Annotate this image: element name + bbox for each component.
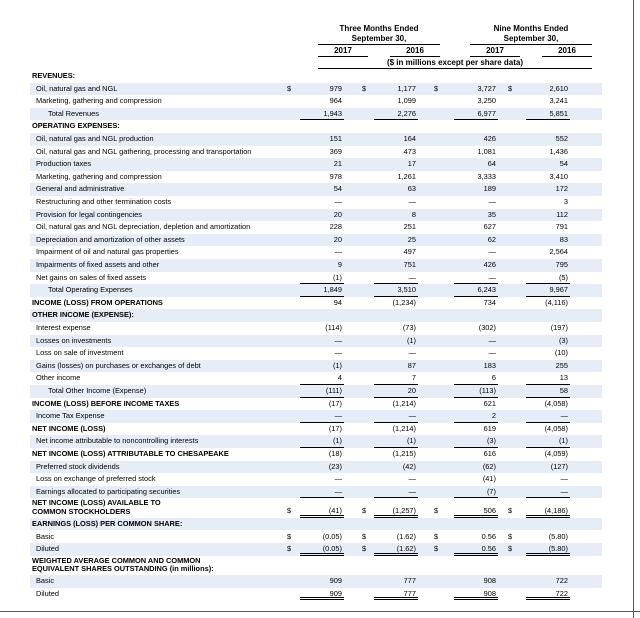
row-label: Diluted bbox=[36, 544, 60, 554]
value-cell: (1) bbox=[332, 272, 342, 282]
double-underline bbox=[300, 597, 344, 600]
value-cell: (1) bbox=[406, 335, 416, 345]
row-label: Other income bbox=[36, 373, 81, 383]
value-cell: 979 bbox=[329, 83, 342, 93]
row-label: Total Operating Expenses bbox=[48, 285, 133, 295]
value-cell: — bbox=[488, 197, 496, 206]
value-cell: 722 bbox=[555, 588, 568, 598]
row-label: NET INCOME (LOSS) bbox=[32, 423, 106, 433]
row-label: Impairment of oil and natural gas properties bbox=[36, 247, 179, 257]
table-row bbox=[30, 171, 602, 184]
value-cell: — bbox=[334, 197, 342, 206]
row-label: INCOME (LOSS) FROM OPERATIONS bbox=[32, 297, 163, 307]
value-cell: 9,967 bbox=[549, 285, 568, 295]
table-row bbox=[30, 372, 602, 385]
table-row bbox=[30, 309, 602, 322]
value-cell: (7) bbox=[486, 486, 496, 496]
value-cell: 87 bbox=[407, 360, 416, 370]
value-cell: (1) bbox=[558, 436, 568, 446]
dollar-sign: $ bbox=[434, 544, 439, 554]
table-row bbox=[30, 234, 602, 247]
value-cell: — bbox=[334, 335, 342, 345]
value-cell: 0.56 bbox=[481, 531, 496, 541]
row-label: Losses on investments bbox=[36, 335, 112, 345]
value-cell: 908 bbox=[483, 576, 496, 586]
value-cell: 17 bbox=[407, 159, 416, 169]
years-rule-3 bbox=[470, 56, 520, 57]
value-cell: — bbox=[560, 474, 568, 484]
dollar-sign: $ bbox=[434, 531, 439, 541]
row-label: Production taxes bbox=[36, 159, 92, 169]
nine-months-header: Nine Months Ended September 30, bbox=[493, 24, 569, 43]
value-cell: (302) bbox=[478, 323, 496, 332]
value-cell: — bbox=[488, 335, 496, 345]
row-label: Depreciation and amortization of other assets bbox=[36, 234, 185, 244]
value-cell: 189 bbox=[483, 184, 496, 194]
value-cell: (5.80) bbox=[548, 531, 568, 541]
table-row bbox=[30, 209, 602, 222]
value-cell: 6,243 bbox=[477, 285, 496, 295]
value-cell: — bbox=[408, 411, 416, 421]
table-row bbox=[30, 221, 602, 234]
value-cell: 1,177 bbox=[397, 83, 416, 93]
value-cell: — bbox=[488, 348, 496, 358]
dollar-sign: $ bbox=[434, 506, 439, 516]
table-row bbox=[30, 385, 602, 398]
row-label: General and administrative bbox=[36, 184, 125, 194]
value-cell: 2 bbox=[491, 411, 496, 421]
value-cell: (197) bbox=[550, 323, 568, 332]
value-cell: — bbox=[408, 272, 416, 282]
value-cell: — bbox=[334, 247, 342, 257]
dollar-sign: $ bbox=[434, 83, 439, 93]
value-cell: 627 bbox=[483, 222, 496, 232]
double-underline bbox=[454, 597, 498, 600]
value-cell: 6 bbox=[491, 373, 496, 383]
value-cell: 183 bbox=[483, 360, 496, 370]
table-row bbox=[30, 133, 602, 146]
value-cell: (0.05) bbox=[322, 531, 342, 541]
row-label: Oil, natural gas and NGL bbox=[36, 83, 118, 93]
value-cell: (5) bbox=[558, 272, 568, 282]
row-label: Loss on exchange of preferred stock bbox=[36, 474, 156, 484]
three-months-header: Three Months Ended September 30, bbox=[339, 24, 419, 43]
row-label: Oil, natural gas and NGL production bbox=[36, 134, 154, 143]
years-rule-1 bbox=[318, 56, 368, 57]
value-cell: (73) bbox=[402, 323, 416, 332]
value-cell: 3 bbox=[563, 197, 568, 206]
row-label: OTHER INCOME (EXPENSE): bbox=[32, 310, 134, 320]
table-row bbox=[30, 448, 602, 461]
row-label: Restructuring and other termination costs bbox=[36, 197, 172, 206]
value-cell: 964 bbox=[329, 96, 342, 106]
row-label: REVENUES: bbox=[32, 71, 76, 80]
row-label: Preferred stock dividends bbox=[36, 461, 120, 471]
table-row bbox=[30, 83, 602, 96]
table-row bbox=[30, 322, 602, 335]
row-label: NET INCOME (LOSS) ATTRIBUTABLE TO CHESAPEAKE bbox=[32, 449, 229, 458]
row-label: Basic bbox=[36, 531, 55, 541]
value-cell: 8 bbox=[411, 209, 416, 219]
value-cell: 172 bbox=[555, 184, 568, 194]
value-cell: 13 bbox=[559, 373, 568, 383]
value-cell: 3,241 bbox=[549, 96, 568, 106]
value-cell: 552 bbox=[555, 134, 568, 143]
double-underline bbox=[526, 597, 570, 600]
value-cell: 251 bbox=[403, 222, 416, 232]
value-cell: 3,510 bbox=[397, 285, 416, 295]
value-cell: — bbox=[560, 411, 568, 421]
row-label: Earnings allocated to participating securities bbox=[36, 486, 181, 496]
value-cell: (17) bbox=[328, 398, 342, 408]
value-cell: (62) bbox=[482, 461, 496, 471]
table-row bbox=[30, 297, 602, 310]
dollar-sign: $ bbox=[287, 531, 292, 541]
value-cell: (3) bbox=[486, 436, 496, 446]
value-cell: (113) bbox=[479, 386, 496, 395]
value-cell: (0.05) bbox=[322, 544, 342, 554]
value-cell: (10) bbox=[554, 348, 568, 358]
value-cell: (17) bbox=[328, 423, 342, 433]
row-label: WEIGHTED AVERAGE COMMON AND COMMON EQUIVALENT SHARES OUTSTANDING (in millions): bbox=[32, 555, 214, 574]
value-cell: (23) bbox=[328, 461, 342, 471]
table-row bbox=[30, 146, 602, 159]
value-cell: — bbox=[408, 474, 416, 484]
value-cell: 255 bbox=[555, 360, 568, 370]
value-cell: 1,081 bbox=[477, 146, 496, 156]
value-cell: 58 bbox=[559, 386, 568, 395]
table-row bbox=[30, 259, 602, 272]
table-row bbox=[30, 575, 602, 588]
value-cell: 473 bbox=[403, 146, 416, 156]
dollar-sign: $ bbox=[508, 83, 513, 93]
value-cell: (1,257) bbox=[392, 506, 416, 516]
table-row bbox=[30, 410, 602, 423]
value-cell: 2,564 bbox=[549, 247, 568, 257]
table-row bbox=[30, 398, 602, 411]
value-cell: — bbox=[334, 348, 342, 358]
value-cell: (1,234) bbox=[392, 297, 416, 307]
value-cell: (1,214) bbox=[392, 423, 416, 433]
value-cell: (5.80) bbox=[548, 544, 568, 554]
row-label: Gains (losses) on purchases or exchanges of debt bbox=[36, 360, 201, 370]
value-cell: 426 bbox=[483, 134, 496, 143]
col-header-2016-q: 2016 bbox=[406, 46, 424, 55]
value-cell: 2,276 bbox=[397, 108, 416, 118]
value-cell: (1,214) bbox=[392, 398, 416, 408]
value-cell: 9 bbox=[337, 260, 342, 269]
value-cell: 751 bbox=[403, 260, 416, 269]
value-cell: 64 bbox=[487, 159, 496, 169]
value-cell: 909 bbox=[329, 576, 342, 586]
value-cell: 54 bbox=[333, 184, 342, 194]
value-cell: 777 bbox=[403, 576, 416, 586]
row-label: INCOME (LOSS) BEFORE INCOME TAXES bbox=[32, 398, 180, 408]
value-cell: 4 bbox=[337, 373, 342, 383]
value-cell: 795 bbox=[555, 260, 568, 269]
value-cell: (41) bbox=[482, 474, 496, 484]
value-cell: — bbox=[488, 272, 496, 282]
row-label: Diluted bbox=[36, 588, 60, 598]
value-cell: (42) bbox=[402, 461, 416, 471]
table-row bbox=[30, 272, 602, 285]
value-cell: 1,261 bbox=[397, 171, 416, 181]
col-header-2016-9m: 2016 bbox=[558, 46, 576, 55]
value-cell: 426 bbox=[483, 260, 496, 269]
row-label: Net gains on sales of fixed assets bbox=[36, 272, 147, 282]
table-row bbox=[30, 435, 602, 448]
years-rule-4 bbox=[542, 56, 592, 57]
value-cell: 497 bbox=[403, 247, 416, 257]
table-row bbox=[30, 108, 602, 121]
value-cell: (1) bbox=[332, 360, 342, 370]
row-label: NET INCOME (LOSS) AVAILABLE TO COMMON STOCKHOLDERS bbox=[32, 498, 161, 516]
value-cell: 63 bbox=[407, 184, 416, 194]
dollar-sign: $ bbox=[287, 544, 292, 554]
row-label: Total Other Income (Expense) bbox=[48, 386, 147, 395]
value-cell: 619 bbox=[483, 423, 496, 433]
table-row bbox=[30, 543, 602, 556]
row-label: Marketing, gathering and compression bbox=[36, 96, 162, 106]
dollar-sign: $ bbox=[362, 544, 367, 554]
table-row bbox=[30, 518, 602, 531]
value-cell: (114) bbox=[325, 323, 342, 332]
dollar-sign: $ bbox=[508, 531, 513, 541]
value-cell: 3,410 bbox=[549, 171, 568, 181]
value-cell: 791 bbox=[555, 222, 568, 232]
table-row bbox=[30, 531, 602, 544]
value-cell: — bbox=[334, 411, 342, 421]
years-rule-2 bbox=[390, 56, 440, 57]
value-cell: 3,727 bbox=[477, 83, 496, 93]
value-cell: (1) bbox=[406, 436, 416, 446]
table-row bbox=[30, 70, 602, 83]
value-cell: (1.62) bbox=[396, 544, 416, 554]
table-row bbox=[30, 360, 602, 373]
table-row bbox=[30, 196, 602, 209]
value-cell: — bbox=[560, 486, 568, 496]
value-cell: 21 bbox=[333, 159, 342, 169]
row-label: Loss on sale of investment bbox=[36, 348, 124, 358]
value-cell: 25 bbox=[407, 234, 416, 244]
row-label: Basic bbox=[36, 576, 55, 586]
unit-note-rule bbox=[318, 68, 592, 69]
value-cell: 978 bbox=[329, 171, 342, 181]
value-cell: (3) bbox=[558, 335, 568, 345]
row-label: Provision for legal contingencies bbox=[36, 209, 142, 219]
value-cell: 506 bbox=[483, 506, 496, 516]
value-cell: (4,116) bbox=[545, 297, 568, 307]
value-cell: 7 bbox=[411, 373, 416, 383]
value-cell: 5,851 bbox=[549, 108, 568, 118]
value-cell: (4,059) bbox=[544, 449, 568, 458]
table-row bbox=[30, 246, 602, 259]
value-cell: 3,333 bbox=[477, 171, 496, 181]
value-cell: (1) bbox=[332, 436, 342, 446]
value-cell: 1,849 bbox=[323, 285, 342, 295]
col-header-2017-9m: 2017 bbox=[486, 46, 504, 55]
value-cell: 151 bbox=[329, 134, 342, 143]
table-row bbox=[30, 486, 602, 499]
col-header-2017-q: 2017 bbox=[334, 46, 352, 55]
value-cell: 164 bbox=[403, 134, 416, 143]
value-cell: 1,099 bbox=[397, 96, 416, 106]
value-cell: 1,943 bbox=[323, 108, 342, 118]
value-cell: — bbox=[488, 247, 496, 257]
row-label: Income Tax Expense bbox=[36, 411, 105, 421]
dollar-sign: $ bbox=[508, 506, 513, 516]
value-cell: (111) bbox=[325, 386, 342, 395]
row-label: Marketing, gathering and compression bbox=[36, 171, 162, 181]
value-cell: 909 bbox=[329, 588, 342, 598]
value-cell: 616 bbox=[483, 449, 496, 458]
value-cell: — bbox=[408, 197, 416, 206]
value-cell: — bbox=[334, 474, 342, 484]
dollar-sign: $ bbox=[362, 506, 367, 516]
page-right-border bbox=[633, 0, 634, 618]
table-row bbox=[30, 461, 602, 474]
dollar-sign: $ bbox=[508, 544, 513, 554]
dollar-sign: $ bbox=[287, 83, 292, 93]
value-cell: (1,215) bbox=[392, 449, 416, 458]
value-cell: 3,250 bbox=[477, 96, 496, 106]
value-cell: 0.56 bbox=[481, 544, 496, 554]
value-cell: 35 bbox=[487, 209, 496, 219]
page-bottom-border bbox=[0, 611, 640, 612]
value-cell: (41) bbox=[328, 506, 342, 516]
table-row bbox=[30, 556, 602, 576]
value-cell: 2,610 bbox=[549, 83, 568, 93]
unit-note: ($ in millions except per share data) bbox=[386, 58, 524, 67]
row-label: Impairments of fixed assets and other bbox=[36, 260, 160, 269]
row-label: EARNINGS (LOSS) PER COMMON SHARE: bbox=[32, 518, 183, 528]
value-cell: 83 bbox=[559, 234, 568, 244]
table-row bbox=[30, 158, 602, 171]
row-label: Net income attributable to noncontrolling interests bbox=[36, 436, 199, 446]
table-row bbox=[30, 473, 602, 486]
value-cell: 908 bbox=[483, 588, 496, 598]
value-cell: 369 bbox=[329, 146, 342, 156]
value-cell: 777 bbox=[403, 588, 416, 598]
nine-months-rule bbox=[470, 44, 592, 45]
value-cell: 734 bbox=[483, 297, 496, 307]
value-cell: (4,058) bbox=[544, 423, 568, 433]
three-months-rule bbox=[318, 44, 440, 45]
value-cell: 94 bbox=[333, 297, 342, 307]
row-label: Oil, natural gas and NGL depreciation, depletion and amortization bbox=[36, 222, 251, 232]
value-cell: — bbox=[408, 486, 416, 496]
value-cell: (18) bbox=[328, 449, 342, 458]
value-cell: (1.62) bbox=[396, 531, 416, 541]
value-cell: 722 bbox=[555, 576, 568, 586]
table-row bbox=[30, 347, 602, 360]
value-cell: — bbox=[334, 486, 342, 496]
value-cell: 6,977 bbox=[477, 108, 496, 118]
table-row bbox=[30, 498, 602, 518]
dollar-sign: $ bbox=[362, 83, 367, 93]
value-cell: (4,186) bbox=[544, 506, 568, 516]
table-row bbox=[30, 120, 602, 133]
dollar-sign: $ bbox=[287, 506, 292, 516]
row-label: OPERATING EXPENSES: bbox=[32, 121, 120, 131]
value-cell: 20 bbox=[333, 209, 342, 219]
row-label: Interest expense bbox=[36, 323, 91, 332]
value-cell: (4,058) bbox=[544, 398, 568, 408]
table-row bbox=[30, 183, 602, 196]
double-underline bbox=[374, 597, 418, 600]
value-cell: 20 bbox=[407, 386, 416, 395]
value-cell: (127) bbox=[550, 461, 568, 471]
table-row bbox=[30, 284, 602, 297]
value-cell: 228 bbox=[329, 222, 342, 232]
value-cell: 54 bbox=[559, 159, 568, 169]
table-row bbox=[30, 95, 602, 108]
value-cell: 62 bbox=[487, 234, 496, 244]
row-label: Oil, natural gas and NGL gathering, processing and transportation bbox=[36, 146, 252, 156]
table-row bbox=[30, 588, 602, 601]
table-row bbox=[30, 423, 602, 436]
table-row bbox=[30, 335, 602, 348]
row-label: Total Revenues bbox=[48, 108, 99, 118]
value-cell: — bbox=[408, 348, 416, 358]
dollar-sign: $ bbox=[362, 531, 367, 541]
value-cell: 20 bbox=[333, 234, 342, 244]
value-cell: 1,436 bbox=[549, 146, 568, 156]
value-cell: 621 bbox=[483, 398, 496, 408]
value-cell: 112 bbox=[556, 209, 568, 219]
